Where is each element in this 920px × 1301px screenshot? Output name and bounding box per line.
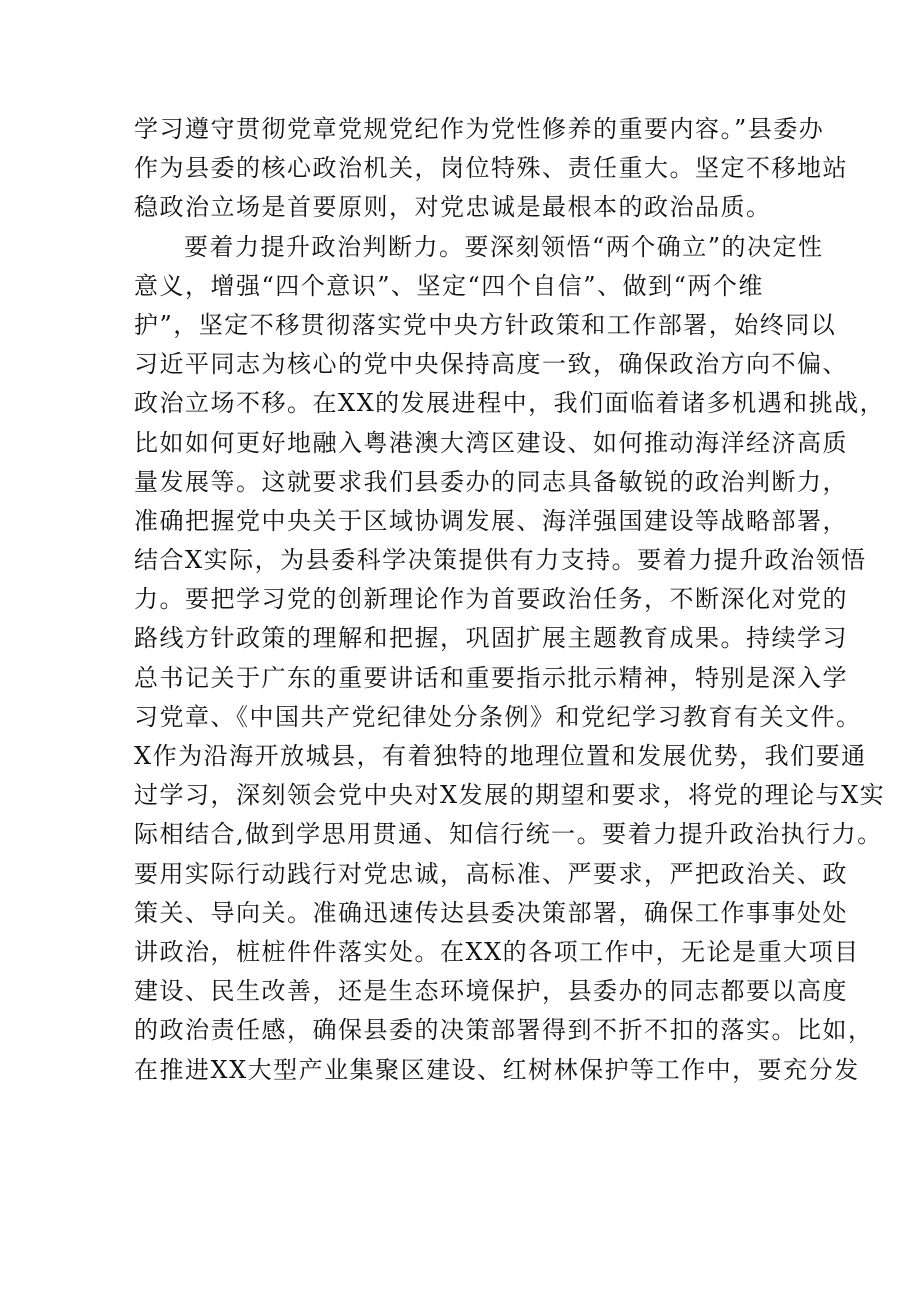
text-line: 政治立场不移。在XX的发展进程中，我们面临着诸多机遇和挑战， (134, 389, 886, 418)
text-line: 准确把握党中央关于区域协调发展、海洋强国建设等战略部署， (134, 506, 848, 535)
text-line: 在推进XX大型产业集聚区建设、红树林保护等工作中，要充分发 (134, 1055, 860, 1084)
text-line: 际相结合,做到学思用贯通、知信行统一。要着力提升政治执行力。 (134, 820, 883, 849)
text-line: 策关、导向关。准确迅速传达县委决策部署，确保工作事事处处 (134, 898, 848, 927)
text-line: 比如如何更好地融入粤港澳大湾区建设、如何推动海洋经济高质 (134, 428, 848, 457)
text-line: X作为沿海开放城县，有着独特的地理位置和发展优势，我们要通 (134, 742, 867, 770)
paragraph-first-line: 要着力提升政治判断力。要深刻领悟“两个确立”的决定性 (184, 232, 824, 261)
text-line: 学习遵守贯彻党章党规党纪作为党性修养的重要内容。”县委办 (134, 115, 825, 143)
text-line: 要用实际行动践行对党忠诚，高标准、严要求，严把政治关、政 (134, 859, 848, 888)
text-line: 护”，坚定不移贯彻落实党中央方针政策和工作部署，始终同以 (134, 310, 837, 339)
text-line: 作为县委的核心政治机关，岗位特殊、责任重大。坚定不移地站 (134, 154, 848, 183)
body-text (134, 110, 886, 1090)
text-line: 建设、民生改善，还是生态环境保护，县委办的同志都要以高度 (134, 977, 848, 1006)
text-line: 稳政治立场是首要原则，对党忠诚是最根本的政治品质。 (134, 193, 772, 222)
text-line: 结合X实际，为县委科学决策提供有力支持。要着力提升政治领悟 (134, 546, 867, 575)
text-line: 习近平同志为核心的党中央保持高度一致，确保政治方向不偏、 (134, 350, 848, 379)
text-line: 讲政治，桩桩件件落实处。在XX的各项工作中，无论是重大项目 (134, 937, 860, 966)
text-line: 力。要把学习党的创新理论作为首要政治任务，不断深化对党的 (134, 585, 848, 614)
text-line: 的政治责任感，确保县委的决策部署得到不折不扣的落实。比如， (134, 1016, 874, 1045)
text-line: 路线方针政策的理解和把握，巩固扩展主题教育成果。持续学习 (134, 624, 848, 653)
text-line: 意义，增强“四个意识”、坚定“四个自信”、做到“两个维 (134, 271, 764, 300)
text-line: 量发展等。这就要求我们县委办的同志具备敏锐的政治判断力， (134, 467, 848, 496)
text-line: 过学习，深刻领会党中央对X发展的期望和要求，将党的理论与X实 (134, 781, 886, 810)
text-line: 习党章、《中国共产党纪律处分条例》和党纪学习教育有关文件。 (134, 702, 862, 731)
text-line: 总书记关于广东的重要讲话和重要指示批示精神，特别是深入学 (134, 663, 848, 692)
